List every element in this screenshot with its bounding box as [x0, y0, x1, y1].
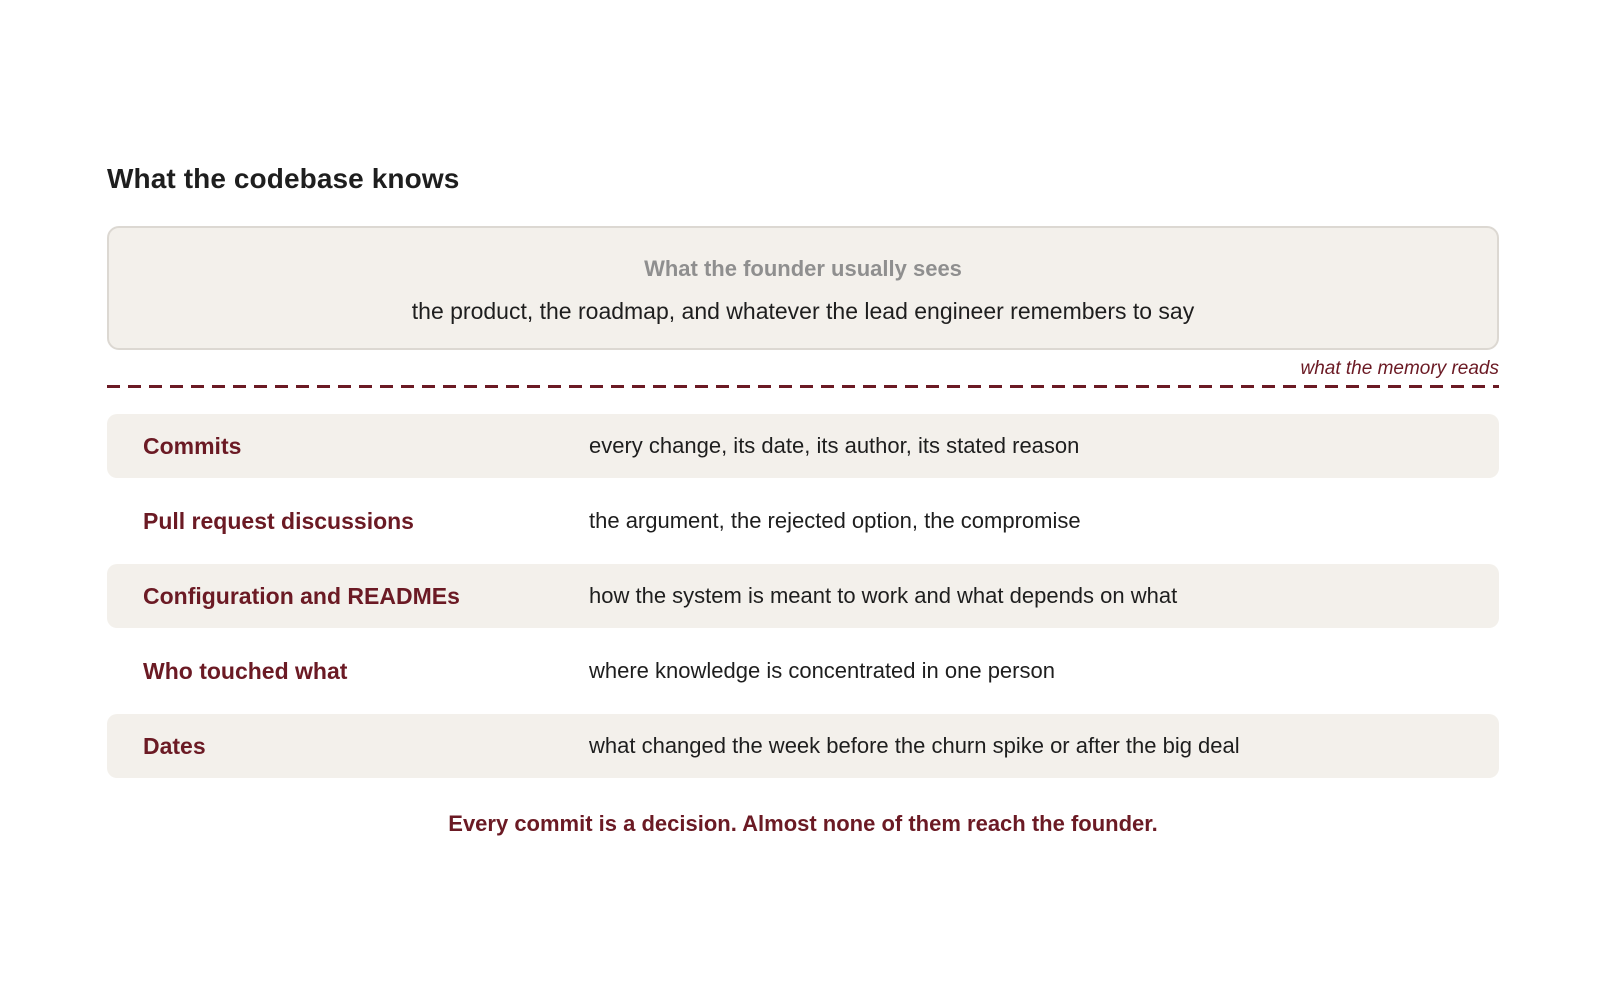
- dashed-divider: [107, 385, 1499, 388]
- knowledge-list: [107, 414, 1499, 789]
- founder-view-heading: What the founder usually sees: [644, 256, 962, 281]
- row-description: how the system is meant to work and what depends on what: [589, 583, 1178, 608]
- row-description: where knowledge is concentrated in one person: [589, 658, 1055, 683]
- row-description: what changed the week before the churn spike or after the big deal: [589, 733, 1240, 758]
- row-description: the argument, the rejected option, the compromise: [589, 508, 1081, 533]
- knowledge-row-commits: [107, 414, 1499, 478]
- row-label: Commits: [143, 433, 242, 459]
- row-label: Dates: [143, 733, 206, 759]
- knowledge-row-configuration: [107, 564, 1499, 628]
- row-label: Configuration and READMEs: [143, 583, 460, 609]
- row-description: every change, its date, its author, its stated reason: [589, 433, 1080, 458]
- founder-view-text: the product, the roadmap, and whatever the lead engineer remembers to say: [411, 298, 1195, 324]
- row-label: Pull request discussions: [143, 508, 414, 534]
- knowledge-row-who-touched: [107, 639, 1499, 703]
- row-label: Who touched what: [143, 658, 348, 684]
- founder-view-box: [107, 226, 1499, 350]
- page-title: What the codebase knows: [107, 163, 460, 194]
- knowledge-row-dates: [107, 714, 1499, 778]
- memory-reads-label: what the memory reads: [1300, 358, 1499, 379]
- knowledge-row-pull-requests: [107, 489, 1499, 553]
- conclusion-text: Every commit is a decision. Almost none of them reach the founder.: [448, 811, 1158, 836]
